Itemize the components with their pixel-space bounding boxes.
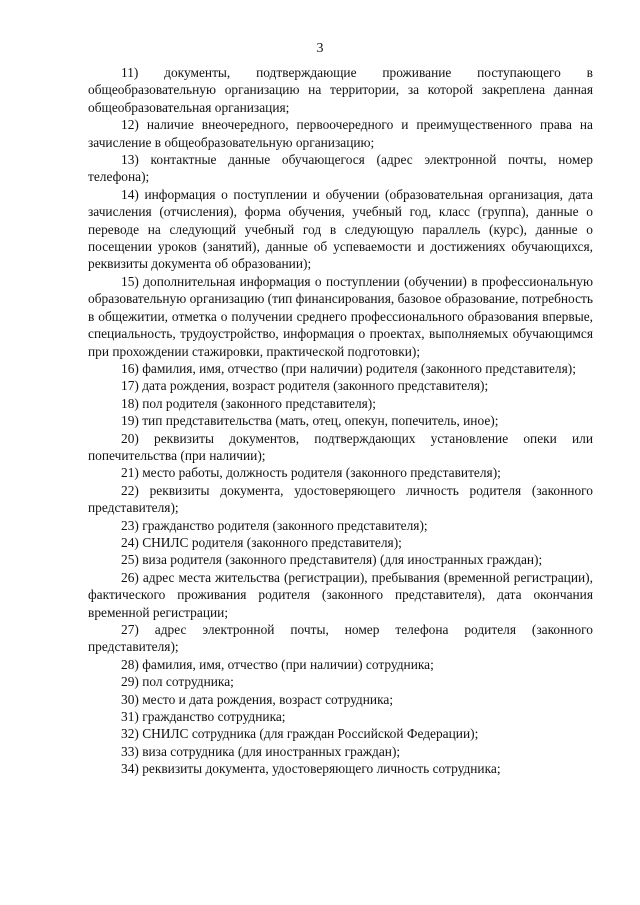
- list-item: 18) пол родителя (законного представителя);: [121, 395, 376, 411]
- list-item: 19) тип представительства (мать, отец, опекун, попечитель, иное);: [121, 413, 499, 429]
- list-item: 23) гражданство родителя (законного представителя);: [121, 517, 428, 533]
- list-item: 34) реквизиты документа, удостоверяющего личность сотрудника;: [121, 761, 501, 777]
- list-item: 16) фамилия, имя, отчество (при наличии) родителя (законного представителя);: [121, 360, 576, 376]
- list-item: 33) виза сотрудника (для иностранных граждан);: [121, 743, 401, 759]
- list-item: 30) место и дата рождения, возраст сотрудника;: [121, 691, 394, 707]
- list-item: 20) реквизиты документов, подтверждающих установление опеки или попечительства (при наличии);: [88, 430, 593, 463]
- list-item: 13) контактные данные обучающегося (адрес электронной почты, номер телефона);: [88, 152, 593, 185]
- list-item: 11) документы, подтверждающие проживание поступающего в общеобразовательную организацию на территории, за которой закреплена данная общеобразовательная организация;: [88, 65, 593, 115]
- list-item: 32) СНИЛС сотрудника (для граждан Российской Федерации);: [121, 726, 479, 742]
- list-item: 17) дата рождения, возраст родителя (законного представителя);: [121, 378, 489, 394]
- list-item: 12) наличие внеочередного, первоочередного и преимущественного права на зачисление в общеобразовательную организацию;: [88, 117, 593, 150]
- list-item: 25) виза родителя (законного представителя) (для иностранных граждан);: [121, 552, 543, 568]
- list-item: 15) дополнительная информация о поступлении (обучении) в профессиональную образовательную организацию (тип финансирования, базовое образование, потребность в общежитии, отметка о получении среднего профессионального образования впервые, специальность, трудоустройство, информация о проектах, выполняемых обучающимся при прохождении стажировки, практической подготовки);: [88, 273, 593, 359]
- list-item: 14) информация о поступлении и обучении (образовательная организация, дата зачисления (отчисления), форма обучения, учебный год, класс (группа), данные о переводе на следующий учебный год в следующую параллель (курс), данные о посещении уроков (занятий), данные об успеваемости и достижениях обучающихся, реквизиты документа об образовании);: [88, 186, 593, 272]
- list-item: 21) место работы, должность родителя (законного представителя);: [121, 465, 501, 481]
- list-item: 26) адрес места жительства (регистрации), пребывания (временной регистрации), фактического проживания родителя (законного представителя), дата окончания временной регистрации;: [88, 569, 593, 620]
- page-number: 3: [316, 41, 324, 56]
- list-body: [88, 64, 593, 778]
- list-item: 28) фамилия, имя, отчество (при наличии) сотрудника;: [121, 656, 434, 672]
- list-item: 24) СНИЛС родителя (законного представителя);: [121, 534, 402, 550]
- list-item: 29) пол сотрудника;: [121, 674, 234, 690]
- list-item: 31) гражданство сотрудника;: [121, 709, 286, 725]
- list-item: 22) реквизиты документа, удостоверяющего личность родителя (законного представителя);: [88, 482, 593, 516]
- list-item: 27) адрес электронной почты, номер телефона родителя (законного представителя);: [88, 622, 593, 655]
